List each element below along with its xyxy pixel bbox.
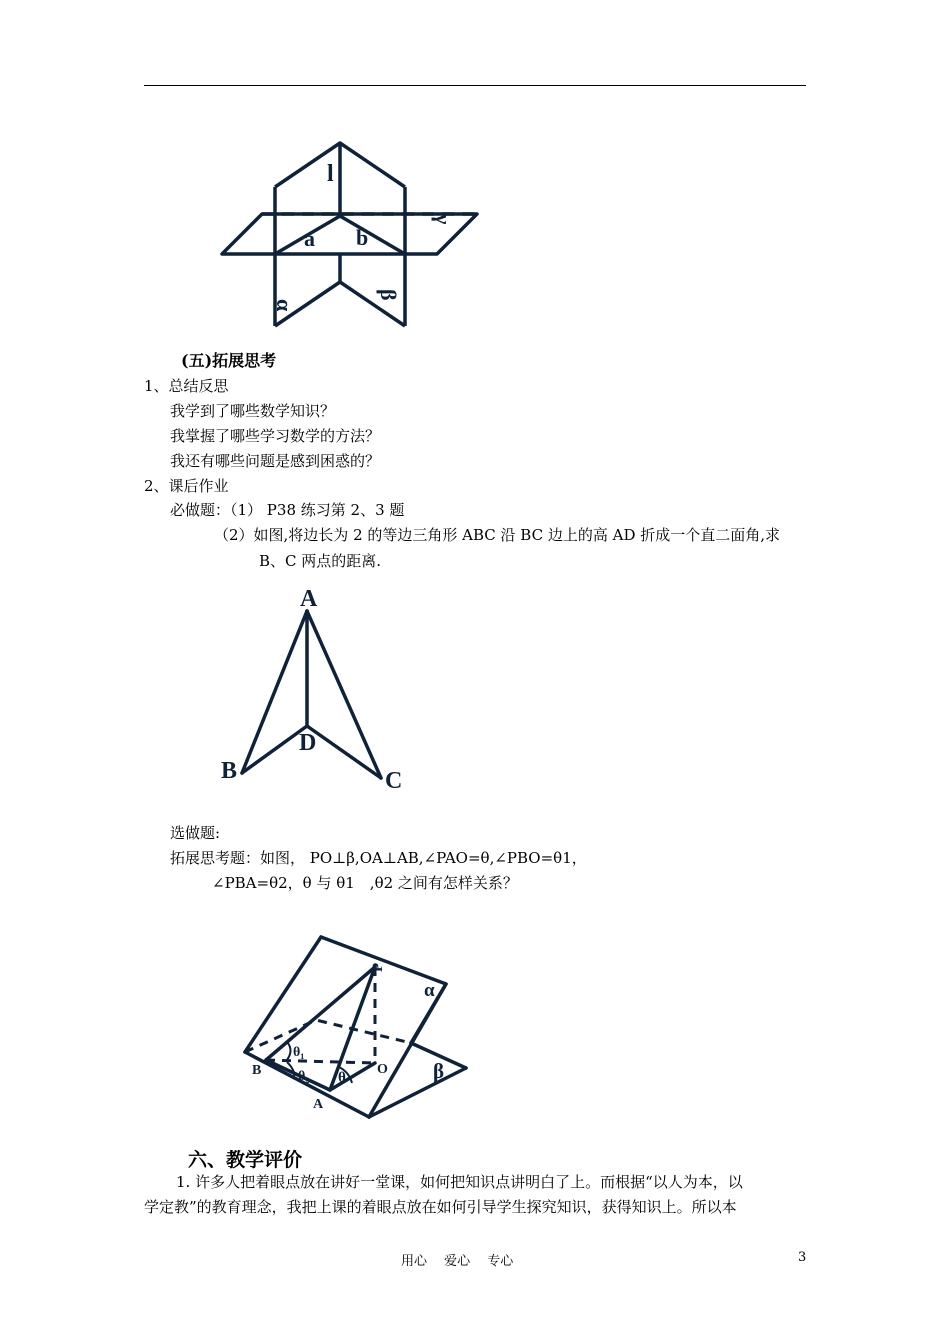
section5-heading: (五)拓展思考 xyxy=(181,351,277,370)
label-C: C xyxy=(385,768,403,794)
page-number: 3 xyxy=(798,1250,807,1265)
figure-three-planes xyxy=(215,135,490,335)
label-B: B xyxy=(221,758,238,784)
label-D: D xyxy=(299,730,317,756)
problem2-line1: （2）如图,将边长为 2 的等边三角形 ABC 沿 BC 边上的高 AD 折成一个直二面角,求 xyxy=(214,526,781,544)
label-B3: B xyxy=(252,1063,262,1078)
label-alpha: α xyxy=(272,299,297,312)
label-beta: β xyxy=(376,289,401,301)
header-rule xyxy=(144,85,806,86)
label-beta3: β xyxy=(433,1059,445,1083)
label-P: P xyxy=(370,962,386,972)
label-theta: θ xyxy=(338,1070,346,1086)
item1-line-1: 我学到了哪些数学知识？ xyxy=(170,402,336,420)
section6-para-line2: 学定教”的教育理念，我把上课的着眼点放在如何引导学生探究知识，获得知识上。所以本 xyxy=(144,1198,737,1216)
item2-title: 2、课后作业 xyxy=(144,477,229,495)
optional-line1: 拓展思考题：如图， PO⊥β,OA⊥AB,∠PAO=θ,∠PBO=θ1， xyxy=(170,849,587,867)
label-alpha3: α xyxy=(424,980,435,1001)
label-gamma: γ xyxy=(431,214,456,225)
label-l: l xyxy=(327,161,334,187)
label-b: b xyxy=(356,225,369,250)
item1-line-2: 我掌握了哪些学习数学的方法？ xyxy=(170,427,381,445)
required-line: 必做题：（1） P38 练习第 2、3 题 xyxy=(170,501,405,519)
label-theta2: θ₂ xyxy=(298,1069,310,1084)
item1-line-3: 我还有哪些问题是感到困惑的？ xyxy=(170,452,381,470)
section6-heading: 六、教学评价 xyxy=(188,1149,303,1171)
label-theta1: θ₁ xyxy=(293,1045,305,1060)
label-A: A xyxy=(300,586,318,612)
label-A3: A xyxy=(313,1097,324,1112)
label-a: a xyxy=(304,226,315,251)
footer-motto: 用心 爱心 专心 xyxy=(401,1254,514,1269)
figure-dihedral-angle xyxy=(235,925,480,1120)
section6-para-line1: 1. 许多人把着眼点放在讲好一堂课，如何把知识点讲明白了上。而根据“以人为本，以 xyxy=(176,1173,743,1191)
figure-folded-triangle xyxy=(215,580,415,795)
label-O: O xyxy=(377,1062,388,1077)
optional-line2: ∠PBA=θ2，θ 与 θ1 ,θ2 之间有怎样关系？ xyxy=(212,874,518,892)
problem2-line2: B、C 两点的距离. xyxy=(259,552,382,570)
optional-title: 选做题: xyxy=(170,824,221,842)
item1-title: 1、总结反思 xyxy=(144,377,229,395)
